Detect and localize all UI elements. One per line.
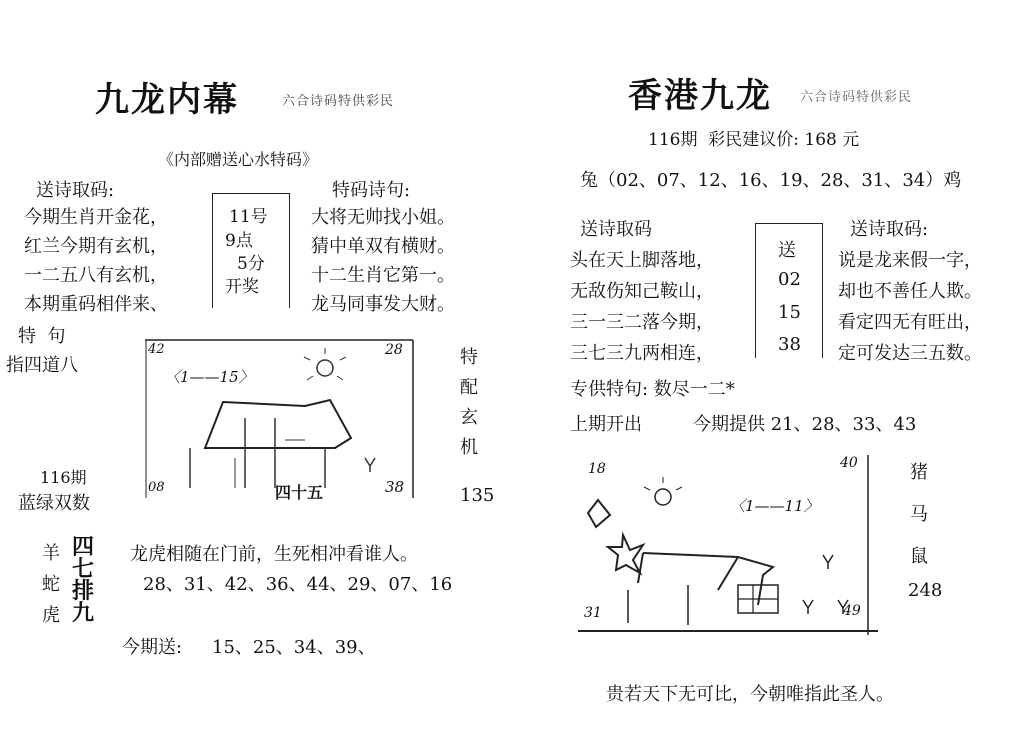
sketch-label: 31: [584, 605, 602, 621]
box-line: 9点: [225, 231, 253, 251]
side-vertical-right: [908, 452, 930, 578]
sketch-range: 〈1——11〉: [730, 497, 819, 515]
poem-lines-left: [570, 245, 714, 369]
poem-line: 定可发达三五数。: [838, 343, 982, 364]
special-phrase: 专供特句: 数尽一二*: [570, 379, 735, 400]
zodiac-line: 兔（02、07、12、16、19、28、31、34）鸡: [580, 170, 962, 191]
box-line: 38: [778, 334, 801, 355]
draw-time-box: [212, 193, 290, 308]
special-line: 十二生肖它第一。: [311, 265, 455, 286]
gift-label: 今期送:: [122, 637, 183, 658]
house-drawing-icon: [145, 338, 417, 500]
zodiac-char: 羊: [42, 543, 60, 564]
poem-heading-right: 送诗取码:: [850, 219, 929, 240]
side-char: 鼠: [910, 546, 928, 567]
internal-tag: 《内部赠送心水特码》: [158, 150, 319, 169]
sketch-text: 四十五: [275, 483, 324, 502]
side-vertical: [458, 343, 480, 463]
zodiac-char: 蛇: [42, 574, 60, 595]
last-issue-label: 上期开出: [570, 414, 642, 435]
bold-char: 九: [72, 601, 95, 626]
issue-label: 116期: [40, 468, 87, 487]
sketch-label: 49: [843, 603, 861, 619]
closing-verse: 贵若天下无可比，今朝唯指此圣人。: [606, 684, 894, 705]
sketch-label: 18: [588, 461, 606, 477]
bold-char: 七: [72, 557, 95, 582]
special-phrase: 指四道八: [6, 355, 78, 376]
side-char: 配: [460, 377, 478, 398]
house-drawing-icon: [578, 455, 878, 635]
box-line: 送: [778, 240, 796, 261]
poem-line: 红兰今期有玄机，: [24, 236, 168, 257]
sketch-label: 40: [840, 455, 858, 471]
verse: 龙虎相随在门前，生死相冲看谁人。: [130, 544, 418, 565]
bold-char: 排: [72, 579, 95, 604]
poem-line: 头在天上脚落地，: [570, 250, 714, 271]
side-number-right: 248: [908, 580, 943, 601]
sketch-label: 42: [148, 342, 165, 357]
poem-line: 三一三二落今期，: [570, 312, 714, 333]
house-sketch-right: [578, 455, 878, 635]
left-subtitle: 六合诗码特供彩民: [282, 94, 395, 109]
box-line: 15: [778, 302, 801, 323]
poem-lines: [24, 203, 168, 319]
side-char: 猪: [910, 462, 928, 483]
box-line: 5分: [237, 254, 265, 274]
special-line: 猜中单双有横财。: [311, 236, 455, 257]
sketch-label: 38: [385, 478, 405, 496]
side-number: 135: [460, 485, 495, 506]
poem-heading-left: 送诗取码: [580, 219, 652, 240]
poem-line: 本期重码相伴来、: [24, 294, 168, 315]
box-line: 开奖: [225, 277, 259, 297]
poem-line: 三七三九两相连，: [570, 343, 714, 364]
side-char: 玄: [460, 407, 478, 428]
poem-heading: 送诗取码:: [36, 180, 115, 201]
numbers-line: 28、31、42、36、44、29、07、16: [143, 574, 453, 595]
provide-line: 今期提供 21、28、33、43: [693, 414, 917, 435]
side-char: 特: [460, 347, 478, 368]
box-line: 11号: [229, 207, 268, 227]
gift-number-box: [755, 223, 823, 358]
poem-line: 无敌伤知己鞍山，: [570, 281, 714, 302]
gift-numbers: 15、25、34、39、: [212, 637, 376, 658]
poem-line: 今期生肖开金花，: [24, 207, 168, 228]
special-line: 大将无帅找小姐。: [311, 207, 455, 228]
special-line: 龙马同事发大财。: [311, 294, 455, 315]
zodiac-char: 虎: [42, 605, 60, 626]
bold-char: 四: [72, 535, 95, 560]
left-title: 九龙内幕: [95, 80, 239, 120]
special-heading: 特码诗句:: [332, 180, 411, 201]
right-title: 香港九龙: [628, 76, 772, 116]
right-subtitle: 六合诗码特供彩民: [800, 90, 913, 105]
poem-line: 却也不善任人欺。: [838, 281, 982, 302]
color-hint: 蓝绿双数: [18, 493, 90, 514]
poem-line: 看定四无有旺出，: [838, 312, 982, 333]
side-char: 机: [460, 437, 478, 458]
bold-vertical: [72, 537, 94, 625]
special-phrase-label: 特 句: [18, 326, 66, 347]
poem-line: 一二五八有玄机，: [24, 265, 168, 286]
box-line: 02: [778, 269, 801, 290]
sketch-label: 08: [148, 480, 165, 495]
sketch-range: 〈1——15〉: [165, 368, 254, 386]
poem-line: 说是龙来假一字，: [838, 250, 982, 271]
sketch-label: 28: [385, 342, 403, 358]
special-lines: [311, 203, 455, 319]
price-line: 116期 彩民建议价: 168 元: [648, 130, 860, 150]
poem-lines-right: [838, 245, 982, 369]
zodiac-vertical: [40, 538, 62, 631]
house-sketch: [145, 338, 417, 500]
side-char: 马: [910, 504, 928, 525]
